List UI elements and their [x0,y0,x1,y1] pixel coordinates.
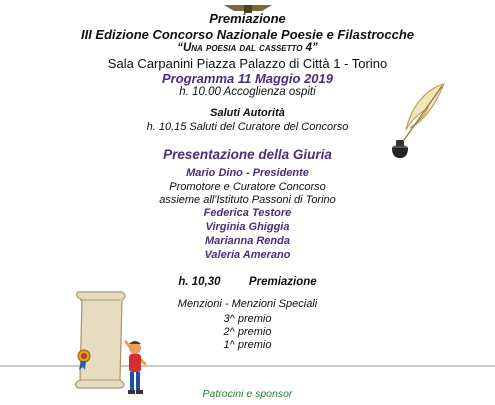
prize-line: 3^ premio [223,313,272,325]
jury-member: Valeria Amerano [204,249,291,261]
jury-role-1: Promotore e Curatore Concorso [169,181,326,193]
ceremony-label: Premiazione [248,276,317,288]
ceremony-time: h. 10,30 [178,276,221,288]
jury-member: Virginia Ghiggia [205,221,290,233]
subtitle: “Una poesia dal cassetto 4” [177,42,318,54]
venue: Sala Carpanini Piazza Palazzo di Città 1 - Torino [107,56,388,71]
quill-pen-icon [388,82,448,162]
jury-role-2: assieme all'Istituto Passoni di Torino [159,194,336,206]
jury-member: Marianna Renda [205,235,290,247]
event-title: Premiazione [209,11,286,26]
jury-president: Mario Dino - Presidente [186,167,309,179]
top-ornament-icon [222,0,274,8]
ceremony-row [0,276,495,288]
welcome-line: h. 10.00 Accoglienza ospiti [179,86,316,98]
child-illustration-icon [118,336,152,400]
edition-line: III Edizione Concorso Nazionale Poesie e Filastrocche [80,27,415,42]
curator-greeting: h. 10,15 Saluti del Curatore del Concorso [146,121,349,133]
prize-line: 2^ premio [223,326,272,338]
mentions-line: Menzioni - Menzioni Speciali [177,298,318,310]
sponsor-text: Patrocini e sponsor [202,388,293,400]
prize-line: 1^ premio [223,339,272,351]
program-date: Programma 11 Maggio 2019 [162,71,333,86]
greetings-heading: Saluti Autorità [210,107,285,119]
jury-heading: Presentazione della Giuria [163,147,332,162]
jury-member: Federica Testore [203,207,292,219]
